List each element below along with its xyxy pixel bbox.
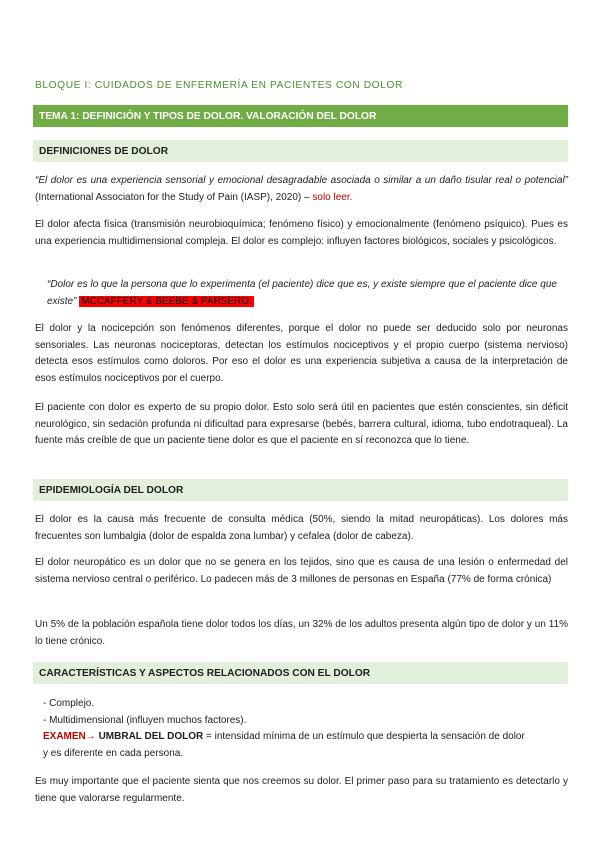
- list-item-continued: y es diferente en cada persona.: [43, 747, 184, 759]
- quote-mccaffery: [47, 277, 557, 310]
- tema-title-bar: [33, 105, 568, 127]
- list-item-exam: [43, 729, 563, 746]
- characteristics-list: [43, 696, 563, 762]
- quote-source: (International Associaton for the Study of Pain (IASP), 2020) –: [35, 191, 313, 203]
- paragraph: El dolor neuropático es un dolor que no se genera en los tejidos, sino que es causa de una lesión o enfermedad del sistema nervioso central o periférico. Lo padecen más de 3 millones de personas en España (77% de forma crónica): [35, 557, 568, 585]
- paragraph: Es muy importante que el paciente sienta que nos creemos su dolor. El primer paso para su tratamiento es detectarlo y tiene que valorarse regularmente.: [35, 776, 568, 804]
- section-title: DEFINICIONES DE DOLOR: [39, 145, 169, 157]
- section-title: CARACTERÍSTICAS Y ASPECTOS RELACIONADOS CON EL DOLOR: [39, 667, 371, 679]
- exam-label: EXAMEN→: [43, 731, 96, 742]
- quote-iasp: [35, 173, 568, 206]
- read-only-note: solo leer.: [312, 191, 353, 203]
- exam-definition: = intensidad mínima de un estímulo que despierta la sensación de dolor: [203, 731, 525, 742]
- paragraph: El dolor es la causa más frecuente de consulta médica (50%, siendo la mitad neuropáticas). Los dolores más frecuentes son lumbalgia (dolor de espalda zona lumbar) y cefalea (dolor de cabeza).: [35, 514, 568, 542]
- section-header-definiciones: [33, 140, 568, 162]
- section-header-caracteristicas: [33, 662, 568, 684]
- section-title: EPIDEMIOLOGÍA DEL DOLOR: [39, 484, 184, 496]
- list-item: - Multidimensional (influyen muchos factores).: [43, 714, 247, 726]
- paragraph: El dolor afecta física (transmisión neurobioquímica; fenómeno físico) y emocionalmente (fenómeno psíquico). Pues es una experiencia multidimensional compleja. El dolor es complejo: influyen factores biológicos, sociales y psicológicos.: [35, 219, 568, 247]
- tema-title: TEMA 1: DEFINICIÓN Y TIPOS DE DOLOR. VALORACIÓN DEL DOLOR: [39, 110, 377, 122]
- paragraph: El paciente con dolor es experto de su propio dolor. Esto solo será útil en pacientes que estén conscientes, sin déficit neurológico, sin sedación profunda ni dificultad para expresarse (bebés, barrera cultural, idioma, tubo endotraqueal). La fuente más creíble de que un paciente tiene dolor es que el paciente en sí reconozca que lo tiene.: [35, 402, 568, 446]
- exam-term: UMBRAL DEL DOLOR: [95, 731, 204, 742]
- paragraph: Un 5% de la población española tiene dolor todos los días, un 32% de los adultos presenta algún tipo de dolor y un 11% lo tiene crónico.: [35, 619, 568, 647]
- paragraph: El dolor y la nocicepción son fenómenos diferentes, porque el dolor no puede ser deducido solo por neuronas sensoriales. Las neuronas nociceptoras, detectan los estímulos nociceptivos y el propio cuerpo (sistema nervioso) detecta esos estímulos como doloros. Por eso el dolor es una experiencia subjetiva a causa de la interpretación de esos estímulos nociceptivos por el cuerpo.: [35, 323, 568, 384]
- quote-text: “El dolor es una experiencia sensorial y emocional desagradable asociada o similar a un daño tisular real o potencial”: [35, 175, 568, 186]
- highlighted-citation: MCCAFFERY & BEEBE & PARSERO.: [81, 295, 252, 307]
- list-item: - Complejo.: [43, 698, 95, 709]
- section-header-epidemiologia: [33, 479, 568, 501]
- quote-text: “Dolor es lo que la persona que lo experimenta (el paciente) dice que es, y existe siempre que el paciente dice que existe”: [47, 279, 557, 307]
- block-title: BLOQUE I: CUIDADOS DE ENFERMERÍA EN PACIENTES CON DOLOR: [35, 80, 403, 91]
